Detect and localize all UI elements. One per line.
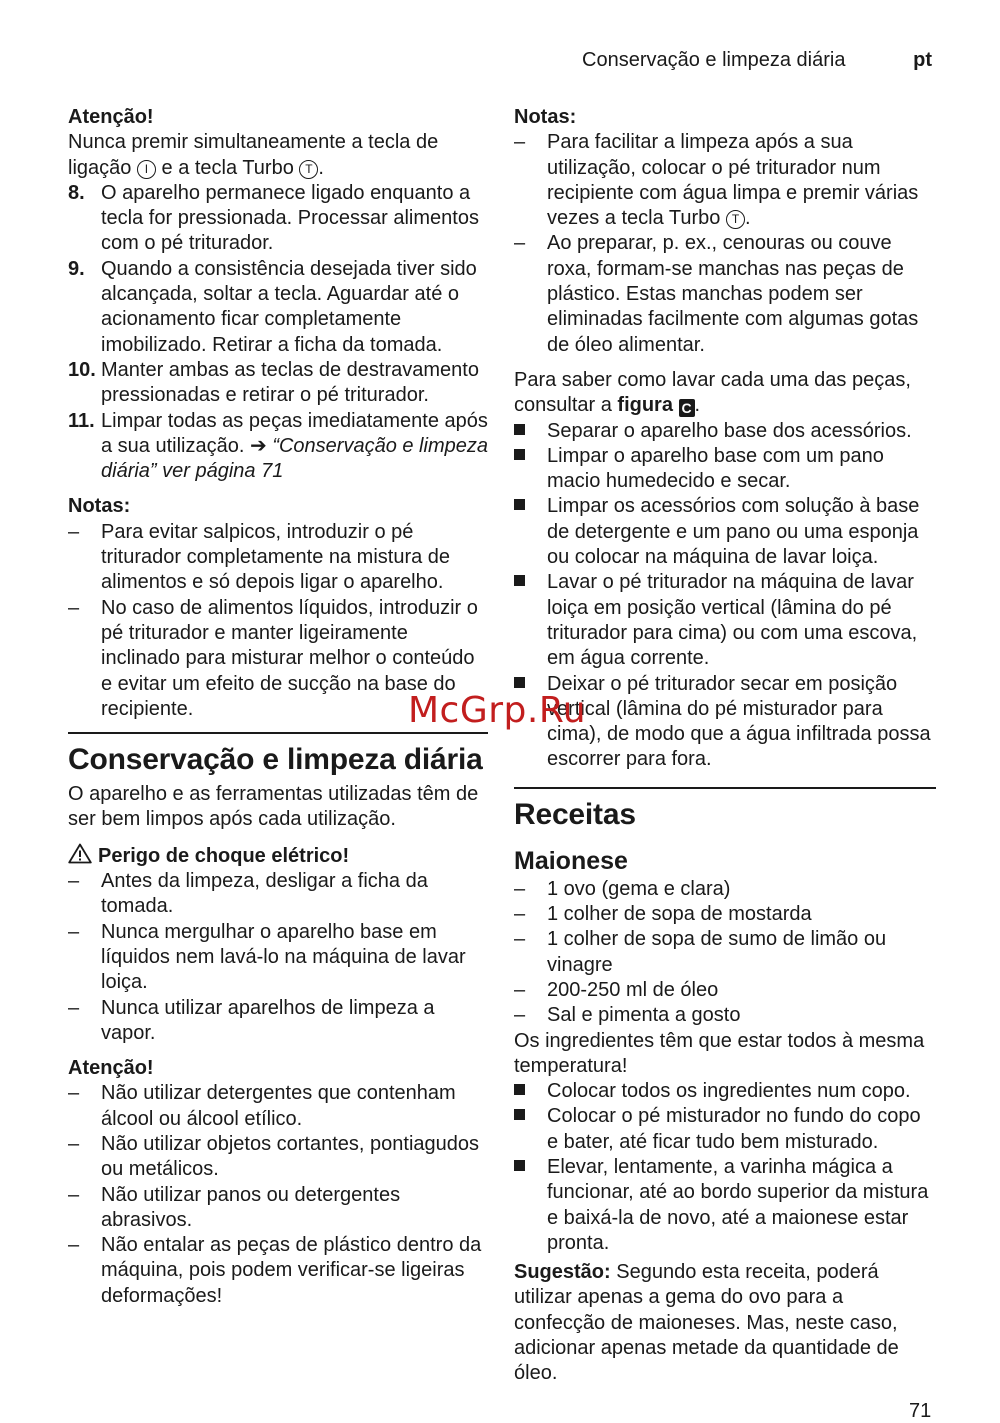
caution-item: – Não utilizar objetos cortantes, pontiagudos ou metálicos.: [68, 1132, 480, 1181]
receitas-title: Receitas: [514, 797, 636, 831]
dash-bullet: –: [68, 1234, 80, 1257]
temperature-note: Os ingredientes têm que estar todos à mesma temperatura!: [514, 1029, 925, 1077]
page-number: 71: [909, 1400, 932, 1422]
atencao-heading: Atenção!: [68, 1057, 154, 1080]
step-number: 10.: [68, 358, 96, 381]
header-title: Conservação e limpeza diária: [582, 49, 846, 71]
ingredient-item: – 1 colher de sopa de sumo de limão ou vinagre: [514, 928, 887, 976]
square-bullet: [514, 570, 547, 595]
arrow-right-icon: ➔: [249, 434, 267, 457]
method-item: Elevar, lentamente, a varinha mágica a funcionar, até ao bordo superior da mistura e baixá-la de novo, até a maionese estar pronta.: [514, 1155, 936, 1256]
cross-reference-link[interactable]: “Conservação e limpeza diária” ver página 71: [101, 434, 488, 483]
step-item: [68, 257, 488, 358]
cleaning-item: Lavar o pé triturador na máquina de lavar loiça em posição vertical (lâmina do pé triturador para cima) ou com uma escova, em água corrente.: [514, 570, 936, 671]
square-bullet: [514, 444, 547, 469]
square-bullet: [514, 419, 547, 444]
notas-heading: Notas:: [514, 106, 577, 128]
step-text: Manter ambas as teclas de destravamento pressionadas e retirar o pé triturador.: [101, 358, 479, 407]
maionese-title: Maionese: [514, 846, 628, 875]
figure-reference: Para saber como lavar cada uma das peças, consultar a figura C .: [514, 368, 911, 417]
section-title: Conservação e limpeza diária: [68, 743, 483, 777]
dash-bullet: –: [68, 596, 80, 619]
note-item: – No caso de alimentos líquidos, introduzir o pé triturador e manter ligeiramente inclinado para misturar melhor o conteúdo e evitar um efeito de sucção na base do recipiente.: [68, 596, 478, 720]
dash-bullet: –: [68, 520, 80, 543]
watermark: McGrp.Ru: [408, 690, 587, 731]
note-item: – Para evitar salpicos, introduzir o pé triturador completamente na mistura de alimentos e só depois ligar o aparelho.: [68, 520, 451, 594]
square-bullet: [514, 1104, 547, 1129]
note-item: – Para facilitar a limpeza após a sua utilização, colocar o pé triturador num recipiente com água limpa e premir várias vezes a tecla Turbo T .: [514, 131, 919, 230]
ingredient-item: – Sal e pimenta a gosto: [514, 1003, 936, 1028]
notas-heading: Notas:: [68, 495, 131, 518]
dash-bullet: –: [68, 1082, 80, 1105]
danger-item: – Nunca mergulhar o aparelho base em líquidos nem lavá-lo na máquina de lavar loiça.: [68, 920, 466, 994]
step-text: Quando a consistência desejada tiver sido alcançada, soltar a tecla. Aguardar até o acionamento ficar completamente imobilizado. Retirar a ficha da tomada.: [101, 257, 477, 356]
method-item: Colocar todos os ingredientes num copo.: [514, 1079, 936, 1104]
caution-item: – Não utilizar panos ou detergentes abrasivos.: [68, 1183, 401, 1231]
right-column: [514, 105, 936, 1387]
step-item: [68, 409, 488, 485]
cleaning-item: Deixar o pé triturador secar em posição vertical (lâmina do pé misturador para cima), de modo que a água infiltrada possa escorrer para fora.: [514, 672, 936, 773]
cleaning-item: Limpar o aparelho base com um pano macio humedecido e secar.: [514, 444, 936, 495]
ingredient-item: – 200-250 ml de óleo: [514, 978, 936, 1003]
warning-triangle-icon: [68, 843, 92, 864]
section-divider: [68, 732, 488, 734]
step-number: 11.: [68, 409, 95, 432]
dash-bullet: –: [514, 877, 526, 900]
atencao-heading: Atenção!: [68, 106, 154, 128]
danger-item: – Antes da limpeza, desligar a ficha da tomada.: [68, 870, 428, 918]
dash-bullet: –: [514, 131, 526, 154]
caution-item: – Não utilizar detergentes que contenham álcool ou álcool etílico.: [68, 1082, 456, 1130]
atencao-text: Nunca premir simultaneamente a tecla de ligação I e a tecla Turbo T .: [68, 131, 439, 179]
perigo-heading: Perigo de choque elétrico!: [68, 843, 488, 869]
cleaning-item: Separar o aparelho base dos acessórios.: [514, 419, 936, 444]
turbo-key-icon: T: [726, 210, 745, 229]
section-intro: O aparelho e as ferramentas utilizadas têm de ser bem limpos após cada utilização.: [68, 783, 479, 831]
page-header: [582, 47, 934, 73]
dash-bullet: –: [68, 920, 80, 943]
step-text: O aparelho permanece ligado enquanto a tecla for pressionada. Processar alimentos com o pé triturador.: [101, 181, 479, 255]
dash-bullet: –: [68, 870, 80, 893]
language-code: pt: [913, 49, 932, 71]
dash-bullet: –: [514, 903, 526, 926]
step-number: 8.: [68, 181, 85, 204]
ingredient-item: – 1 colher de sopa de mostarda: [514, 902, 936, 927]
dash-bullet: –: [514, 1004, 526, 1027]
step-item: [68, 358, 488, 409]
turbo-key-icon: T: [299, 160, 318, 179]
step-text: Limpar todas as peças imediatamente após a sua utilização.: [101, 409, 488, 457]
section-divider: [514, 787, 936, 789]
cleaning-item: Limpar os acessórios com solução à base de detergente e um pano ou uma esponja ou colocar na máquina de lavar loiça.: [514, 494, 936, 570]
square-bullet: [514, 1079, 547, 1104]
dash-bullet: –: [68, 996, 80, 1019]
square-bullet: [514, 494, 547, 519]
dash-bullet: –: [514, 928, 526, 951]
figure-c-icon: C: [679, 399, 695, 417]
dash-bullet: –: [514, 232, 526, 255]
ingredient-item: – 1 ovo (gema e clara): [514, 877, 936, 902]
caution-item: – Não entalar as peças de plástico dentro da máquina, pois podem verificar-se ligeiras deformações!: [68, 1234, 482, 1307]
dash-bullet: –: [68, 1183, 80, 1206]
note-item: – Ao preparar, p. ex., cenouras ou couve roxa, formam-se manchas nas peças de plástico. Estas manchas podem ser eliminadas facilmente com algumas gotas de óleo alimentar.: [514, 232, 919, 356]
dash-bullet: –: [514, 978, 526, 1001]
square-bullet: [514, 1155, 547, 1180]
power-key-icon: I: [137, 160, 156, 179]
dash-bullet: –: [68, 1132, 80, 1155]
danger-item: – Nunca utilizar aparelhos de limpeza a vapor.: [68, 996, 435, 1044]
step-number: 9.: [68, 257, 85, 280]
method-item: Colocar o pé misturador no fundo do copo e bater, até ficar tudo bem misturado.: [514, 1104, 936, 1155]
step-item: [68, 181, 488, 257]
suggestion: Sugestão: Segundo esta receita, poderá utilizar apenas a gema do ovo para a confecção de maioneses. Mas, neste caso, adicionar apenas metade da quantidade de óleo.: [514, 1261, 899, 1385]
